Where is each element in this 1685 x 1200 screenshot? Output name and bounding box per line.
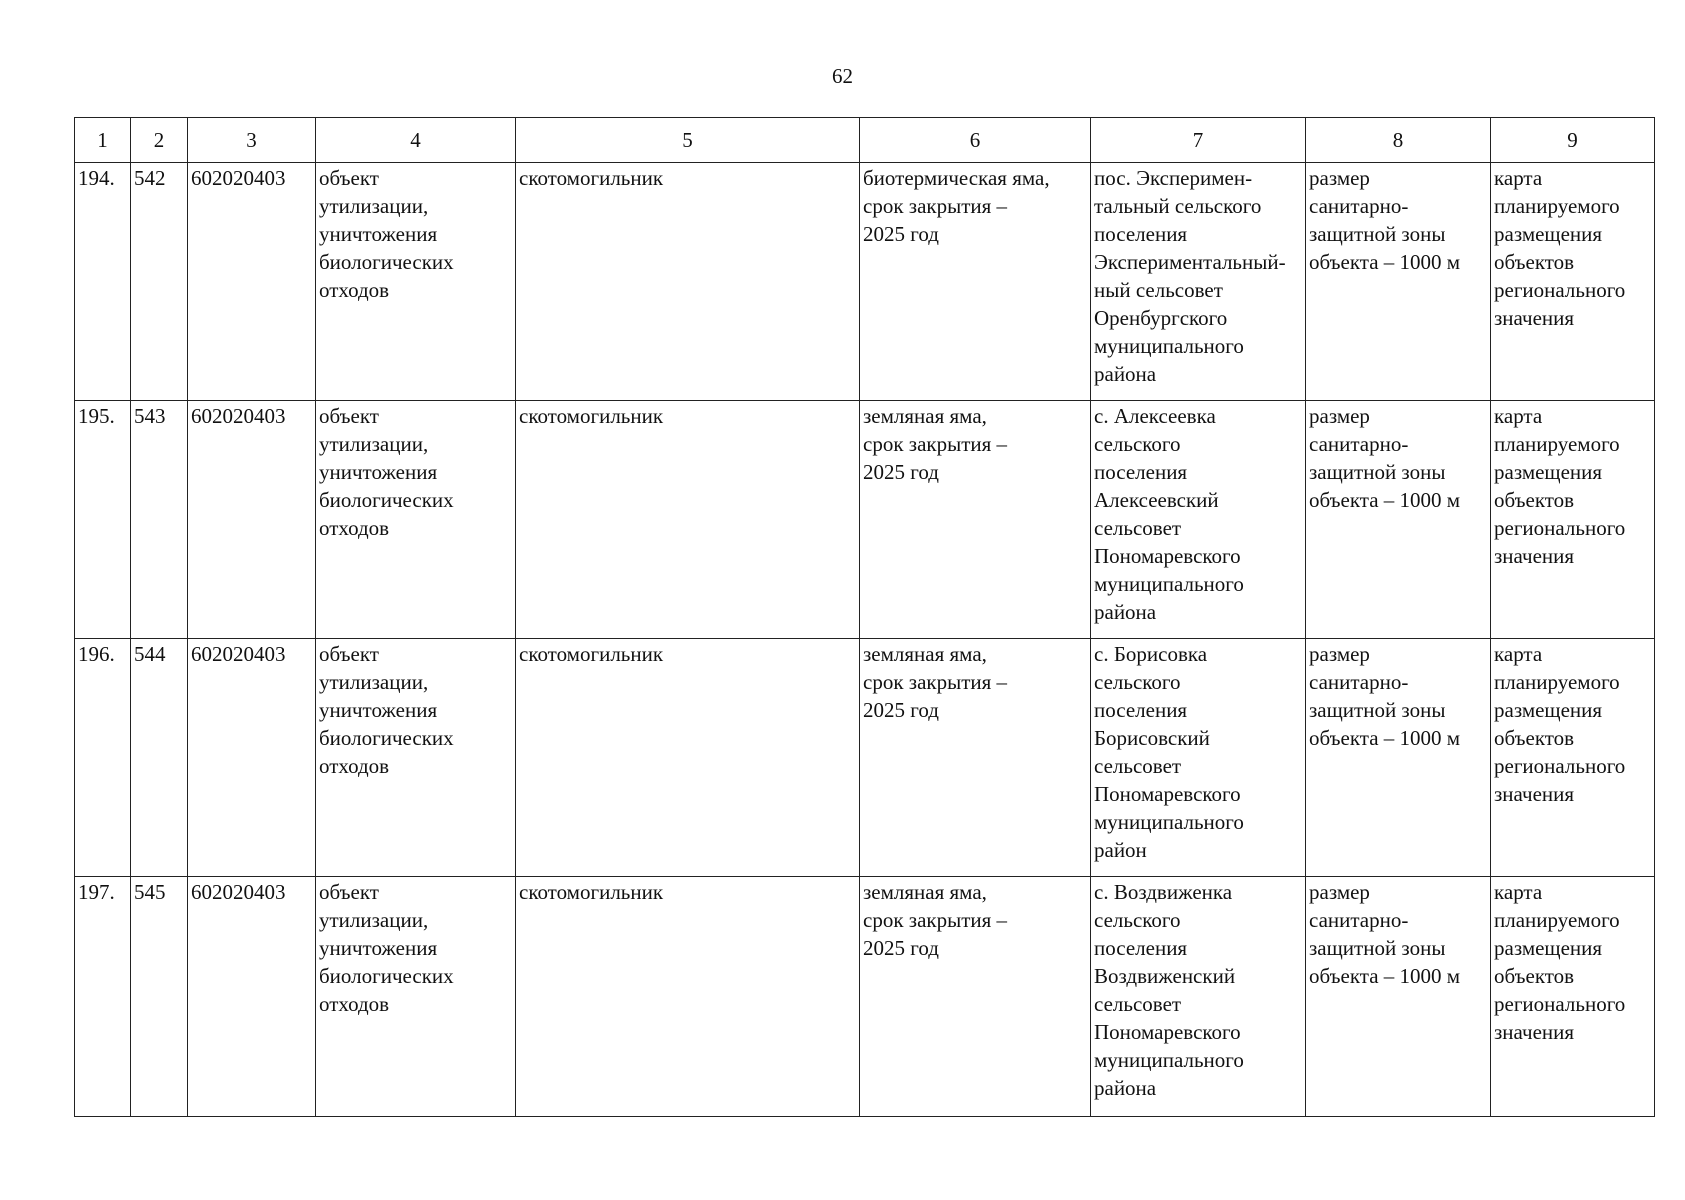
registry-table (74, 117, 1655, 1117)
row-number-cell: 194. (75, 163, 131, 401)
column-header-5: 5 (516, 118, 860, 163)
object-code-cell: 602020403 (188, 163, 316, 401)
zone-cell: размер санитарно- защитной зоны объекта – 1000 м (1306, 877, 1491, 1117)
column-header-1: 1 (75, 118, 131, 163)
row-number-cell: 196. (75, 639, 131, 877)
object-code-cell: 602020403 (188, 401, 316, 639)
object-id-cell: 543 (131, 401, 188, 639)
column-header-7: 7 (1091, 118, 1306, 163)
table-row (75, 401, 1655, 639)
object-code-cell: 602020403 (188, 639, 316, 877)
row-number-cell: 197. (75, 877, 131, 1117)
map-cell: карта планируемого размещения объектов регионального значения (1491, 639, 1655, 877)
header-row (75, 118, 1655, 163)
column-header-3: 3 (188, 118, 316, 163)
zone-cell: размер санитарно- защитной зоны объекта – 1000 м (1306, 401, 1491, 639)
column-header-9: 9 (1491, 118, 1655, 163)
characteristics-cell: земляная яма, срок закрытия – 2025 год (860, 639, 1091, 877)
location-cell: пос. Эксперимен- тальный сельского поселения Экспериментальный- ный сельсовет Оренбургского муниципального района (1091, 163, 1306, 401)
row-number-cell: 195. (75, 401, 131, 639)
page-number: 62 (832, 64, 853, 88)
object-type-cell: объект утилизации, уничтожения биологических отходов (316, 639, 516, 877)
map-cell: карта планируемого размещения объектов регионального значения (1491, 401, 1655, 639)
map-cell: карта планируемого размещения объектов регионального значения (1491, 877, 1655, 1117)
characteristics-cell: земляная яма, срок закрытия – 2025 год (860, 401, 1091, 639)
location-cell: с. Борисовка сельского поселения Борисовский сельсовет Пономаревского муниципального район (1091, 639, 1306, 877)
location-cell: с. Воздвиженка сельского поселения Воздвиженский сельсовет Пономаревского муниципального района (1091, 877, 1306, 1117)
object-name-cell: скотомогильник (516, 877, 860, 1117)
column-header-8: 8 (1306, 118, 1491, 163)
object-id-cell: 544 (131, 639, 188, 877)
object-code-cell: 602020403 (188, 877, 316, 1117)
zone-cell: размер санитарно- защитной зоны объекта – 1000 м (1306, 163, 1491, 401)
object-name-cell: скотомогильник (516, 401, 860, 639)
table-row (75, 877, 1655, 1117)
object-type-cell: объект утилизации, уничтожения биологических отходов (316, 163, 516, 401)
column-header-6: 6 (860, 118, 1091, 163)
location-cell: с. Алексеевка сельского поселения Алексеевский сельсовет Пономаревского муниципального района (1091, 401, 1306, 639)
object-id-cell: 545 (131, 877, 188, 1117)
table-row (75, 639, 1655, 877)
object-name-cell: скотомогильник (516, 163, 860, 401)
object-name-cell: скотомогильник (516, 639, 860, 877)
characteristics-cell: земляная яма, срок закрытия – 2025 год (860, 877, 1091, 1117)
column-header-2: 2 (131, 118, 188, 163)
table-row (75, 163, 1655, 401)
zone-cell: размер санитарно- защитной зоны объекта – 1000 м (1306, 639, 1491, 877)
object-type-cell: объект утилизации, уничтожения биологических отходов (316, 401, 516, 639)
map-cell: карта планируемого размещения объектов регионального значения (1491, 163, 1655, 401)
column-header-4: 4 (316, 118, 516, 163)
object-type-cell: объект утилизации, уничтожения биологических отходов (316, 877, 516, 1117)
object-id-cell: 542 (131, 163, 188, 401)
characteristics-cell: биотермическая яма, срок закрытия – 2025 год (860, 163, 1091, 401)
